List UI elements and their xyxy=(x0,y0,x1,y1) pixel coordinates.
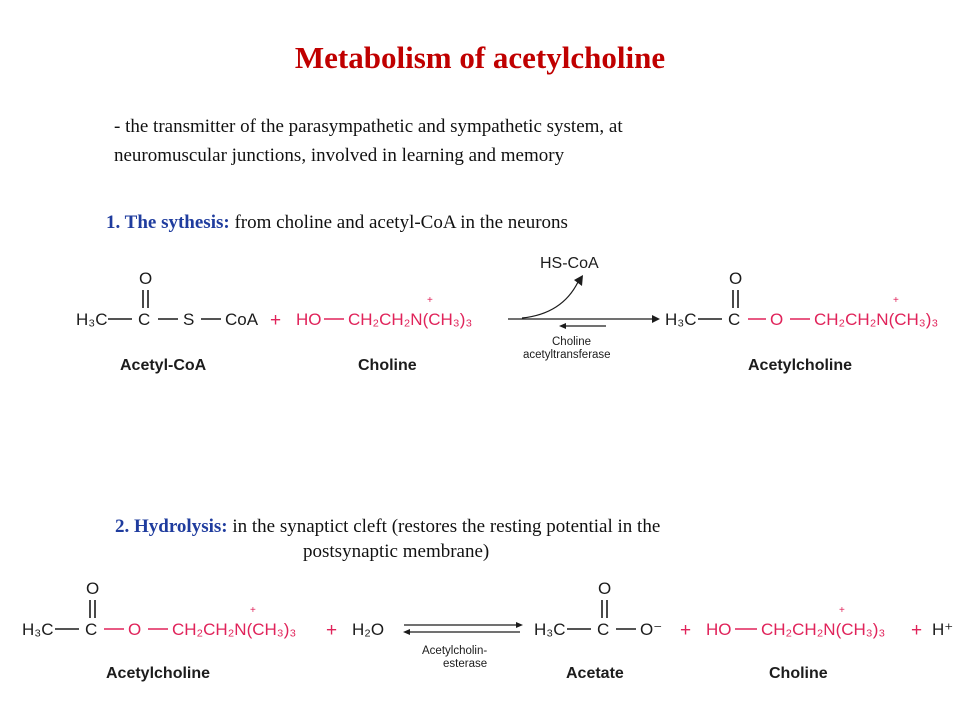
acetyl-coa-carbonyl-o: O xyxy=(139,269,153,288)
choline-chain: CH₂CH₂N(CH₃)₃ xyxy=(348,310,473,329)
ach-substrate-h3c: H₃C xyxy=(22,620,54,639)
hydrolysis-plus-sign-1: + xyxy=(326,620,338,641)
hydrolysis-reaction-arrow xyxy=(403,622,523,670)
hydrolysis-reaction-scheme xyxy=(0,568,960,718)
choline-ho: HO xyxy=(296,310,322,329)
step-hydrolysis-text: in the synaptict cleft (restores the resting potential in the xyxy=(227,516,661,537)
choline-product-label: Choline xyxy=(769,665,828,682)
hydrolysis-plus-sign-3: + xyxy=(911,620,923,641)
acetylcholine-product-label: Acetylcholine xyxy=(748,357,853,374)
acetyl-coa-sulfur: S xyxy=(183,310,195,329)
acetyl-coa-h3c: H₃C xyxy=(76,310,108,329)
acetylcholine-substrate-structure xyxy=(22,579,296,682)
acetylcholinesterase-line2: esterase xyxy=(443,658,488,670)
acetyl-coa-coa: CoA xyxy=(225,310,259,329)
acetate-carbonyl-o: O xyxy=(598,579,612,598)
ach-substrate-label: Acetylcholine xyxy=(106,665,211,682)
ach-substrate-ester-o: O xyxy=(128,620,142,639)
hydrolysis-plus-sign-2: + xyxy=(680,620,692,641)
choline-label: Choline xyxy=(358,357,417,374)
synthesis-plus-sign: + xyxy=(270,310,282,331)
intro-text xyxy=(114,112,874,170)
step-hydrolysis-continued: postsynaptic membrane) xyxy=(303,541,490,562)
acetate-h3c: H₃C xyxy=(534,620,566,639)
step-hydrolysis xyxy=(115,514,835,564)
ach-substrate-carbonyl-o: O xyxy=(86,579,100,598)
acetylcholinesterase-line1: Acetylcholin- xyxy=(422,645,488,657)
step-synthesis-lead: 1. The sythesis: xyxy=(106,212,230,233)
synthesis-reaction-scheme xyxy=(0,232,960,417)
ach-substrate-charge: + xyxy=(250,605,256,616)
choline-charge: + xyxy=(427,295,433,306)
acetate-structure xyxy=(534,579,662,682)
acetyl-coa-carbon: C xyxy=(138,310,151,329)
water-molecule: H₂O xyxy=(352,620,385,639)
acetylcholine-carbonyl-o: O xyxy=(729,269,743,288)
hs-coa-byproduct: HS-CoA xyxy=(540,255,599,272)
intro-line-1: - the transmitter of the parasympathetic and sympathetic system, at xyxy=(114,116,623,137)
acetyl-coa-structure xyxy=(76,269,259,374)
choline-product-ho: HO xyxy=(706,620,732,639)
acetate-oxygen: O⁻ xyxy=(640,620,663,639)
slide-title: Metabolism of acetylcholine xyxy=(294,40,666,75)
acetyl-coa-label: Acetyl-CoA xyxy=(120,357,207,374)
choline-product-structure xyxy=(706,605,885,682)
choline-acetyltransferase-line2: acetyltransferase xyxy=(523,349,611,361)
intro-line-2: neuromuscular junctions, involved in learning and memory xyxy=(114,145,565,166)
acetylcholine-charge: + xyxy=(893,295,899,306)
acetate-carbon: C xyxy=(597,620,610,639)
acetate-label: Acetate xyxy=(566,665,624,682)
ach-substrate-chain: CH₂CH₂N(CH₃)₃ xyxy=(172,620,297,639)
ach-substrate-carbon: C xyxy=(85,620,98,639)
acetylcholine-h3c: H₃C xyxy=(665,310,697,329)
step-hydrolysis-lead: 2. Hydrolysis: xyxy=(115,516,228,537)
choline-structure xyxy=(296,295,472,374)
acetylcholine-carbon: C xyxy=(728,310,741,329)
proton: H⁺ xyxy=(932,620,954,639)
synthesis-reaction-arrow xyxy=(508,255,660,361)
acetylcholine-product-structure xyxy=(665,269,938,374)
choline-product-chain: CH₂CH₂N(CH₃)₃ xyxy=(761,620,886,639)
choline-acetyltransferase-line1: Choline xyxy=(552,336,591,348)
acetylcholine-ester-o: O xyxy=(770,310,784,329)
choline-product-charge: + xyxy=(839,605,845,616)
acetylcholine-chain: CH₂CH₂N(CH₃)₃ xyxy=(814,310,939,329)
step-synthesis-text: from choline and acetyl-CoA in the neurons xyxy=(229,212,568,233)
